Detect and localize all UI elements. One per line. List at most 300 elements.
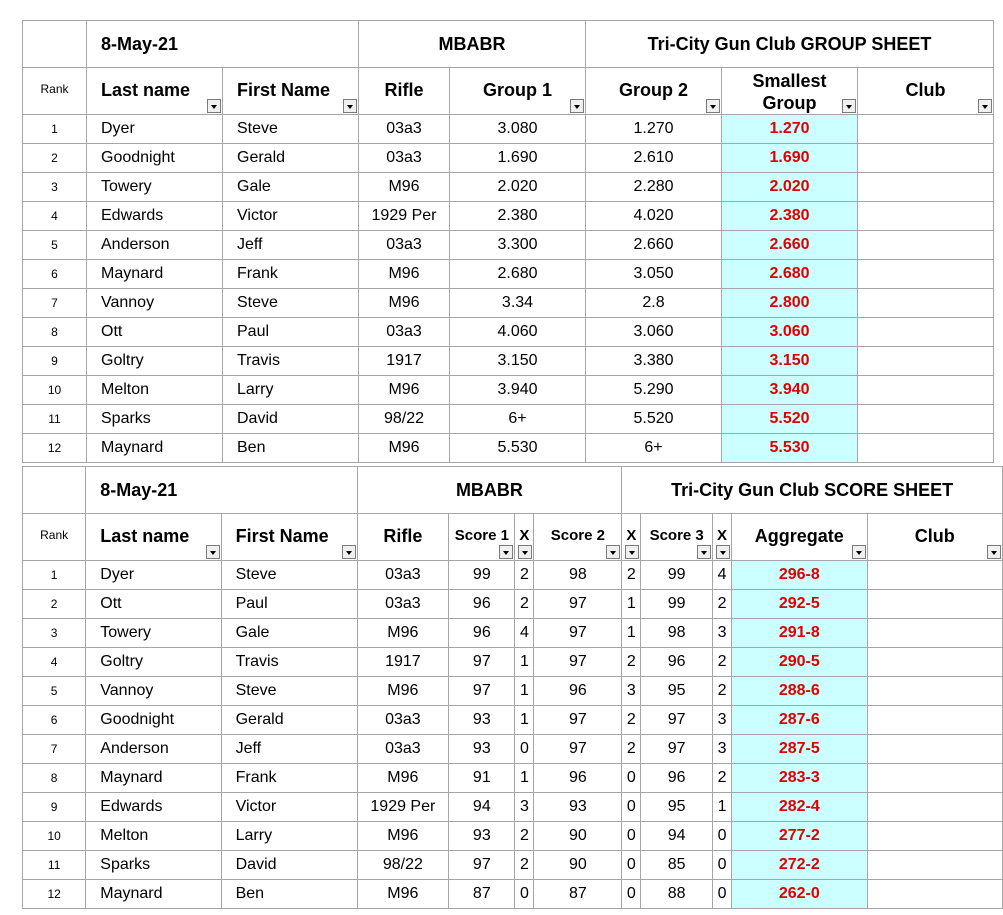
rank-cell[interactable]: 3 — [23, 173, 87, 202]
x2-cell[interactable]: 1 — [622, 590, 641, 619]
x3-cell[interactable]: 0 — [713, 822, 732, 851]
table-row — [23, 822, 1003, 851]
rank-cell[interactable]: 7 — [23, 735, 86, 764]
aggregate-cell[interactable]: 277-2 — [732, 822, 868, 851]
table-row — [23, 173, 994, 202]
rank-cell[interactable]: 7 — [23, 289, 87, 318]
score1-cell[interactable]: 96 — [449, 619, 515, 648]
last-name-header: Last name — [87, 68, 223, 115]
score3-cell[interactable]: 96 — [641, 764, 713, 793]
corner-cell — [23, 21, 87, 68]
first-name-cell[interactable]: Travis — [223, 347, 359, 376]
rank-cell[interactable]: 5 — [23, 231, 87, 260]
club-cell[interactable] — [867, 590, 1002, 619]
score2-cell[interactable]: 96 — [534, 677, 622, 706]
group2-cell[interactable]: 2.8 — [586, 289, 722, 318]
first-name-cell[interactable]: Frank — [223, 260, 359, 289]
last-name-cell[interactable]: Maynard — [86, 880, 221, 909]
rank-cell[interactable]: 1 — [23, 115, 87, 144]
score3-cell[interactable]: 98 — [641, 619, 713, 648]
rank-cell[interactable]: 2 — [23, 144, 87, 173]
x2-cell[interactable]: 1 — [622, 619, 641, 648]
club-cell[interactable] — [867, 822, 1002, 851]
table-row — [23, 318, 994, 347]
x2-cell[interactable]: 0 — [622, 851, 641, 880]
x3-cell[interactable]: 3 — [713, 619, 732, 648]
rank-cell[interactable]: 12 — [23, 880, 86, 909]
first-name-header: First Name — [223, 68, 359, 115]
score3-cell[interactable]: 99 — [641, 590, 713, 619]
club-cell[interactable] — [858, 231, 994, 260]
rifle-header: Rifle — [357, 514, 449, 561]
smallest-group-cell[interactable]: 3.060 — [722, 318, 858, 347]
rank-cell[interactable]: 2 — [23, 590, 86, 619]
rifle-cell[interactable]: M96 — [357, 880, 449, 909]
filter-dropdown-icon[interactable] — [343, 99, 357, 113]
club-cell[interactable] — [867, 619, 1002, 648]
rank-cell[interactable]: 6 — [23, 260, 87, 289]
last-name-cell[interactable]: Edwards — [86, 793, 221, 822]
rifle-cell[interactable]: 1929 Per — [357, 793, 449, 822]
group2-cell[interactable]: 2.280 — [586, 173, 722, 202]
rank-cell[interactable]: 12 — [23, 434, 87, 463]
filter-dropdown-icon[interactable] — [207, 99, 221, 113]
aggregate-cell[interactable]: 288-6 — [732, 677, 868, 706]
rifle-cell[interactable]: 1917 — [357, 648, 449, 677]
smallest-group-cell[interactable]: 3.940 — [722, 376, 858, 405]
score3-cell[interactable]: 97 — [641, 706, 713, 735]
rank-cell[interactable]: 10 — [23, 376, 87, 405]
group2-cell[interactable]: 1.270 — [586, 115, 722, 144]
smallest-group-cell[interactable]: 2.660 — [722, 231, 858, 260]
x3-cell[interactable]: 0 — [713, 880, 732, 909]
x3-cell[interactable]: 3 — [713, 735, 732, 764]
last-name-cell[interactable]: Anderson — [87, 231, 223, 260]
aggregate-cell[interactable]: 292-5 — [732, 590, 868, 619]
filter-dropdown-icon[interactable] — [206, 545, 220, 559]
last-name-cell[interactable]: Vannoy — [87, 289, 223, 318]
group-org: MBABR — [359, 21, 586, 68]
club-header: Club — [867, 514, 1002, 561]
x2-cell[interactable]: 2 — [622, 735, 641, 764]
club-cell[interactable] — [858, 144, 994, 173]
score1-cell[interactable]: 97 — [449, 677, 515, 706]
group-sheet-table — [22, 20, 994, 463]
x3-cell[interactable]: 2 — [713, 764, 732, 793]
corner-cell — [23, 467, 86, 514]
group1-cell[interactable]: 6+ — [450, 405, 586, 434]
rank-cell[interactable]: 5 — [23, 677, 86, 706]
smallest-group-cell[interactable]: 2.800 — [722, 289, 858, 318]
score-sheet-table — [22, 466, 1003, 909]
table-row — [23, 434, 994, 463]
filter-dropdown-icon[interactable] — [852, 545, 866, 559]
group2-cell[interactable]: 3.380 — [586, 347, 722, 376]
score3-cell[interactable]: 85 — [641, 851, 713, 880]
club-cell[interactable] — [858, 289, 994, 318]
first-name-cell[interactable]: Gale — [221, 619, 357, 648]
x1-cell[interactable]: 0 — [515, 735, 534, 764]
rifle-cell[interactable]: 1917 — [359, 347, 450, 376]
rank-cell[interactable]: 3 — [23, 619, 86, 648]
first-name-cell[interactable]: Jeff — [223, 231, 359, 260]
club-cell[interactable] — [858, 318, 994, 347]
x3-cell[interactable]: 1 — [713, 793, 732, 822]
first-name-cell[interactable]: Gale — [223, 173, 359, 202]
last-name-cell[interactable]: Sparks — [86, 851, 221, 880]
first-name-cell[interactable]: Steve — [223, 289, 359, 318]
club-cell[interactable] — [867, 561, 1002, 590]
last-name-cell[interactable]: Anderson — [86, 735, 221, 764]
aggregate-cell[interactable]: 282-4 — [732, 793, 868, 822]
score1-cell[interactable]: 93 — [449, 822, 515, 851]
x2-cell[interactable]: 0 — [622, 793, 641, 822]
filter-dropdown-icon[interactable] — [625, 545, 639, 559]
group1-cell[interactable]: 2.680 — [450, 260, 586, 289]
rifle-cell[interactable]: M96 — [357, 822, 449, 851]
filter-dropdown-icon[interactable] — [570, 99, 584, 113]
score3-cell[interactable]: 99 — [641, 561, 713, 590]
x3-cell[interactable]: 2 — [713, 677, 732, 706]
score2-cell[interactable]: 97 — [534, 648, 622, 677]
x1-cell[interactable]: 2 — [515, 590, 534, 619]
table-row — [23, 648, 1003, 677]
smallest-group-cell[interactable]: 5.530 — [722, 434, 858, 463]
filter-dropdown-icon[interactable] — [606, 545, 620, 559]
table-row — [23, 880, 1003, 909]
filter-dropdown-icon[interactable] — [342, 545, 356, 559]
club-cell[interactable] — [858, 347, 994, 376]
first-name-cell[interactable]: Gerald — [223, 144, 359, 173]
table-row — [23, 735, 1003, 764]
rifle-cell[interactable]: M96 — [357, 619, 449, 648]
score2-cell[interactable]: 93 — [534, 793, 622, 822]
club-cell[interactable] — [867, 706, 1002, 735]
rank-cell[interactable]: 8 — [23, 318, 87, 347]
rank-cell[interactable]: 9 — [23, 347, 87, 376]
score1-header: Score 1 — [449, 514, 515, 561]
rifle-cell[interactable]: 03a3 — [359, 231, 450, 260]
last-name-cell[interactable]: Ott — [87, 318, 223, 347]
score1-cell[interactable]: 87 — [449, 880, 515, 909]
club-cell[interactable] — [867, 648, 1002, 677]
rifle-cell[interactable]: M96 — [359, 376, 450, 405]
smallest-group-cell[interactable]: 2.680 — [722, 260, 858, 289]
score3-cell[interactable]: 95 — [641, 677, 713, 706]
rank-cell[interactable]: 1 — [23, 561, 86, 590]
score2-cell[interactable]: 90 — [534, 851, 622, 880]
x2-cell[interactable]: 2 — [622, 706, 641, 735]
x2-header: X — [622, 514, 641, 561]
last-name-cell[interactable]: Vannoy — [86, 677, 221, 706]
group1-cell[interactable]: 3.940 — [450, 376, 586, 405]
rifle-cell[interactable]: 03a3 — [359, 144, 450, 173]
group1-cell[interactable]: 2.020 — [450, 173, 586, 202]
smallest-group-cell[interactable]: 3.150 — [722, 347, 858, 376]
score3-cell[interactable]: 94 — [641, 822, 713, 851]
x2-cell[interactable]: 2 — [622, 561, 641, 590]
x2-cell[interactable]: 0 — [622, 764, 641, 793]
score3-cell[interactable]: 96 — [641, 648, 713, 677]
score-date: 8-May-21 — [86, 467, 357, 514]
score2-cell[interactable]: 98 — [534, 561, 622, 590]
club-cell[interactable] — [858, 376, 994, 405]
last-name-cell[interactable]: Melton — [86, 822, 221, 851]
first-name-cell[interactable]: Paul — [221, 590, 357, 619]
last-name-cell[interactable]: Melton — [87, 376, 223, 405]
group1-cell[interactable]: 3.150 — [450, 347, 586, 376]
last-name-cell[interactable]: Edwards — [87, 202, 223, 231]
aggregate-cell[interactable]: 287-6 — [732, 706, 868, 735]
filter-dropdown-icon[interactable] — [518, 545, 532, 559]
aggregate-cell[interactable]: 296-8 — [732, 561, 868, 590]
x1-cell[interactable]: 1 — [515, 648, 534, 677]
group2-cell[interactable]: 5.290 — [586, 376, 722, 405]
group2-cell[interactable]: 5.520 — [586, 405, 722, 434]
rifle-cell[interactable]: 03a3 — [359, 318, 450, 347]
club-cell[interactable] — [867, 851, 1002, 880]
aggregate-header: Aggregate — [732, 514, 868, 561]
score2-cell[interactable]: 87 — [534, 880, 622, 909]
group2-cell[interactable]: 3.050 — [586, 260, 722, 289]
first-name-cell[interactable]: Ben — [223, 434, 359, 463]
score2-cell[interactable]: 97 — [534, 619, 622, 648]
group1-cell[interactable]: 3.300 — [450, 231, 586, 260]
last-name-cell[interactable]: Maynard — [86, 764, 221, 793]
score1-cell[interactable]: 91 — [449, 764, 515, 793]
club-header: Club — [858, 68, 994, 115]
aggregate-cell[interactable]: 287-5 — [732, 735, 868, 764]
rifle-cell[interactable]: M96 — [357, 764, 449, 793]
x2-cell[interactable]: 3 — [622, 677, 641, 706]
group1-cell[interactable]: 5.530 — [450, 434, 586, 463]
score1-cell[interactable]: 93 — [449, 706, 515, 735]
first-name-header: First Name — [221, 514, 357, 561]
club-cell[interactable] — [867, 793, 1002, 822]
score3-cell[interactable]: 88 — [641, 880, 713, 909]
club-cell[interactable] — [867, 735, 1002, 764]
first-name-cell[interactable]: Steve — [223, 115, 359, 144]
club-cell[interactable] — [858, 173, 994, 202]
last-name-cell[interactable]: Goltry — [87, 347, 223, 376]
x1-cell[interactable]: 1 — [515, 706, 534, 735]
club-cell[interactable] — [867, 677, 1002, 706]
last-name-cell[interactable]: Maynard — [87, 260, 223, 289]
group2-cell[interactable]: 4.020 — [586, 202, 722, 231]
x1-cell[interactable]: 4 — [515, 619, 534, 648]
group2-cell[interactable]: 3.060 — [586, 318, 722, 347]
rifle-cell[interactable]: M96 — [359, 289, 450, 318]
filter-dropdown-icon[interactable] — [499, 545, 513, 559]
filter-dropdown-icon[interactable] — [987, 545, 1001, 559]
rifle-cell[interactable]: 1929 Per — [359, 202, 450, 231]
group-sheet-title: Tri-City Gun Club GROUP SHEET — [586, 21, 994, 68]
filter-dropdown-icon[interactable] — [706, 99, 720, 113]
table-row — [23, 405, 994, 434]
rank-cell[interactable]: 11 — [23, 851, 86, 880]
first-name-cell[interactable]: Victor — [223, 202, 359, 231]
x1-cell[interactable]: 2 — [515, 851, 534, 880]
rank-cell[interactable]: 4 — [23, 648, 86, 677]
score2-cell[interactable]: 97 — [534, 590, 622, 619]
aggregate-cell[interactable]: 291-8 — [732, 619, 868, 648]
group2-cell[interactable]: 2.610 — [586, 144, 722, 173]
score3-cell[interactable]: 97 — [641, 735, 713, 764]
rifle-cell[interactable]: 03a3 — [357, 590, 449, 619]
rifle-cell[interactable]: M96 — [359, 434, 450, 463]
group2-cell[interactable]: 6+ — [586, 434, 722, 463]
last-name-cell[interactable]: Goodnight — [87, 144, 223, 173]
first-name-cell[interactable]: David — [223, 405, 359, 434]
score-sheet-title: Tri-City Gun Club SCORE SHEET — [622, 467, 1003, 514]
rifle-cell[interactable]: M96 — [357, 677, 449, 706]
x3-cell[interactable]: 4 — [713, 561, 732, 590]
last-name-cell[interactable]: Dyer — [86, 561, 221, 590]
last-name-cell[interactable]: Towery — [87, 173, 223, 202]
aggregate-cell[interactable]: 283-3 — [732, 764, 868, 793]
smallest-group-cell[interactable]: 5.520 — [722, 405, 858, 434]
score2-cell[interactable]: 97 — [534, 735, 622, 764]
last-name-cell[interactable]: Towery — [86, 619, 221, 648]
rank-cell[interactable]: 9 — [23, 793, 86, 822]
table-row — [23, 115, 994, 144]
score2-cell[interactable]: 96 — [534, 764, 622, 793]
x3-cell[interactable]: 3 — [713, 706, 732, 735]
group1-cell[interactable]: 3.34 — [450, 289, 586, 318]
score3-header: Score 3 — [641, 514, 713, 561]
x2-cell[interactable]: 2 — [622, 648, 641, 677]
first-name-cell[interactable]: Paul — [223, 318, 359, 347]
score3-cell[interactable]: 95 — [641, 793, 713, 822]
score1-cell[interactable]: 96 — [449, 590, 515, 619]
filter-dropdown-icon[interactable] — [697, 545, 711, 559]
rank-header: Rank — [23, 68, 87, 115]
group1-cell[interactable]: 1.690 — [450, 144, 586, 173]
last-name-cell[interactable]: Dyer — [87, 115, 223, 144]
score1-cell[interactable]: 97 — [449, 648, 515, 677]
score1-cell[interactable]: 93 — [449, 735, 515, 764]
group1-header: Group 1 — [450, 68, 586, 115]
table-row — [23, 706, 1003, 735]
first-name-cell[interactable]: Steve — [221, 561, 357, 590]
smallest-group-header: Smallest Group — [722, 68, 858, 115]
group1-cell[interactable]: 2.380 — [450, 202, 586, 231]
last-name-cell[interactable]: Sparks — [87, 405, 223, 434]
rank-cell[interactable]: 11 — [23, 405, 87, 434]
rifle-cell[interactable]: M96 — [359, 173, 450, 202]
rank-cell[interactable]: 4 — [23, 202, 87, 231]
smallest-group-cell[interactable]: 2.020 — [722, 173, 858, 202]
table-row — [23, 231, 994, 260]
smallest-group-cell[interactable]: 2.380 — [722, 202, 858, 231]
club-cell[interactable] — [867, 880, 1002, 909]
table-row — [23, 764, 1003, 793]
first-name-cell[interactable]: Steve — [221, 677, 357, 706]
score2-cell[interactable]: 97 — [534, 706, 622, 735]
score2-cell[interactable]: 90 — [534, 822, 622, 851]
table-row — [23, 561, 1003, 590]
first-name-cell[interactable]: Travis — [221, 648, 357, 677]
last-name-cell[interactable]: Goodnight — [86, 706, 221, 735]
rifle-cell[interactable]: 03a3 — [359, 115, 450, 144]
group-date: 8-May-21 — [87, 21, 359, 68]
x3-cell[interactable]: 2 — [713, 648, 732, 677]
score-org: MBABR — [357, 467, 622, 514]
smallest-group-cell[interactable]: 1.690 — [722, 144, 858, 173]
group1-cell[interactable]: 3.080 — [450, 115, 586, 144]
x1-cell[interactable]: 2 — [515, 822, 534, 851]
x1-header: X — [515, 514, 534, 561]
table-row — [23, 677, 1003, 706]
table-row — [23, 793, 1003, 822]
club-cell[interactable] — [858, 260, 994, 289]
rifle-cell[interactable]: 03a3 — [357, 735, 449, 764]
table-row — [23, 289, 994, 318]
rank-cell[interactable]: 10 — [23, 822, 86, 851]
club-cell[interactable] — [858, 115, 994, 144]
aggregate-cell[interactable]: 262-0 — [732, 880, 868, 909]
first-name-cell[interactable]: Jeff — [221, 735, 357, 764]
x1-cell[interactable]: 1 — [515, 764, 534, 793]
rank-cell[interactable]: 8 — [23, 764, 86, 793]
score1-cell[interactable]: 99 — [449, 561, 515, 590]
smallest-group-cell[interactable]: 1.270 — [722, 115, 858, 144]
x3-cell[interactable]: 2 — [713, 590, 732, 619]
rifle-cell[interactable]: 03a3 — [357, 706, 449, 735]
filter-dropdown-icon[interactable] — [842, 99, 856, 113]
first-name-cell[interactable]: Larry — [221, 822, 357, 851]
x3-cell[interactable]: 0 — [713, 851, 732, 880]
table-row — [23, 144, 994, 173]
rifle-cell[interactable]: 98/22 — [357, 851, 449, 880]
rank-cell[interactable]: 6 — [23, 706, 86, 735]
x1-cell[interactable]: 3 — [515, 793, 534, 822]
first-name-cell[interactable]: Frank — [221, 764, 357, 793]
first-name-cell[interactable]: Ben — [221, 880, 357, 909]
first-name-cell[interactable]: Larry — [223, 376, 359, 405]
last-name-cell[interactable]: Ott — [86, 590, 221, 619]
table-row — [23, 619, 1003, 648]
score2-header: Score 2 — [534, 514, 622, 561]
score1-cell[interactable]: 94 — [449, 793, 515, 822]
x1-cell[interactable]: 2 — [515, 561, 534, 590]
last-name-cell[interactable]: Goltry — [86, 648, 221, 677]
aggregate-cell[interactable]: 290-5 — [732, 648, 868, 677]
club-cell[interactable] — [867, 764, 1002, 793]
table-row — [23, 202, 994, 231]
aggregate-cell[interactable]: 272-2 — [732, 851, 868, 880]
filter-dropdown-icon[interactable] — [978, 99, 992, 113]
first-name-cell[interactable]: David — [221, 851, 357, 880]
rifle-cell[interactable]: M96 — [359, 260, 450, 289]
last-name-cell[interactable]: Maynard — [87, 434, 223, 463]
group1-cell[interactable]: 4.060 — [450, 318, 586, 347]
club-cell[interactable] — [858, 434, 994, 463]
x2-cell[interactable]: 0 — [622, 880, 641, 909]
first-name-cell[interactable]: Gerald — [221, 706, 357, 735]
first-name-cell[interactable]: Victor — [221, 793, 357, 822]
score1-cell[interactable]: 97 — [449, 851, 515, 880]
x1-cell[interactable]: 1 — [515, 677, 534, 706]
x2-cell[interactable]: 0 — [622, 822, 641, 851]
club-cell[interactable] — [858, 405, 994, 434]
club-cell[interactable] — [858, 202, 994, 231]
x1-cell[interactable]: 0 — [515, 880, 534, 909]
rifle-cell[interactable]: 03a3 — [357, 561, 449, 590]
rifle-cell[interactable]: 98/22 — [359, 405, 450, 434]
group2-cell[interactable]: 2.660 — [586, 231, 722, 260]
filter-dropdown-icon[interactable] — [716, 545, 730, 559]
